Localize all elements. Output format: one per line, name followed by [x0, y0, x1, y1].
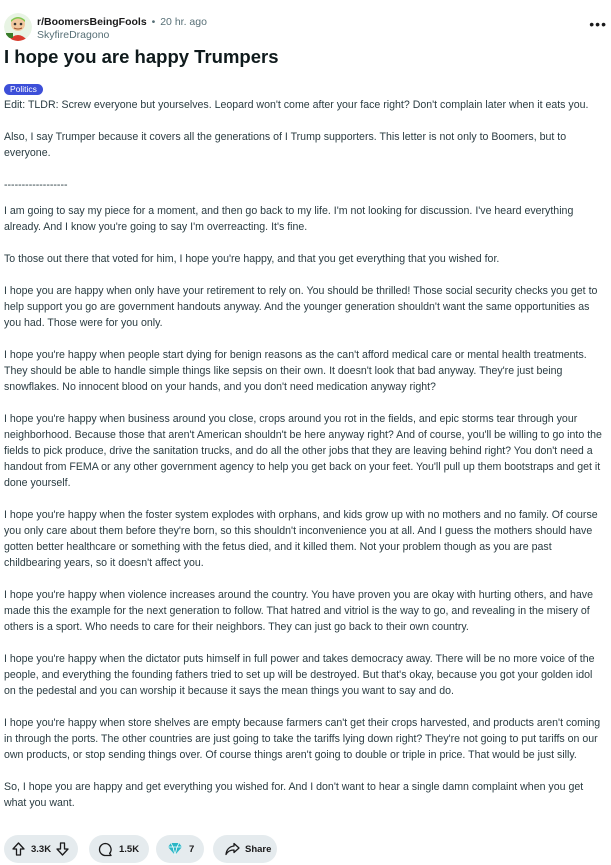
more-options-icon[interactable]: ••• [589, 16, 607, 32]
meta-separator: • [151, 16, 156, 28]
post-header [4, 9, 607, 45]
body-paragraph: I hope you're happy when store shelves are empty because farmers can't get their crops harvested, and products aren't coming in through the ports. The other countries are just going to take the tariffs lying down right? They're not going to put tariffs on our own products, or stop sending things over. Of course things aren't going to double or triple in price. That would be just silly. [4, 717, 601, 761]
share-arrow-icon [225, 842, 240, 856]
post-action-bar [4, 835, 607, 863]
share-button[interactable] [213, 835, 277, 863]
award-count: 7 [189, 843, 195, 855]
downvote-arrow-icon[interactable] [56, 842, 69, 856]
body-paragraph: I am going to say my piece for a moment, and then go back to my life. I'm not looking for discussion. I've heard everything already. And I know you're going to say I'm overreacting. It's fine. [4, 205, 574, 233]
body-paragraph: I hope you're happy when the foster system explodes with orphans, and kids grow up with no mothers and no family. Of course you only care about them before they're born, so this shouldn't inconvenience you at all. And I guess the mothers should have gotten better healthcare or something with the fetus died, and it killed them. Not your problem though as you are past childbearing years, so it doesn't affect you. [4, 509, 598, 569]
comment-count: 1.5K [119, 843, 140, 855]
body-paragraph: Also, I say Trumper because it covers all the generations of I Trump supporters. This letter is not only to Boomers, but to everyone. [4, 131, 567, 159]
upvote-count: 3.3K [31, 843, 52, 855]
post-title: I hope you are happy Trumpers [4, 46, 279, 67]
post-flair[interactable]: Politics [4, 84, 43, 95]
body-divider: ------------------ [4, 179, 68, 191]
share-label: Share [245, 843, 272, 855]
body-paragraph: I hope you're happy when the dictator puts himself in full power and takes democracy away. There will be no more voice of the people, and everything the founding fathers tried to set up will be destroyed. But that's okay, because you got your golden idol on the pedestal and you can worship it because it says the mean things you want to say and do. [4, 653, 595, 697]
post-time: 20 hr. ago [160, 16, 207, 28]
body-paragraph: Edit: TLDR: Screw everyone but yourselves. Leopard won't come after your face right? Don't complain later when it eats you. [4, 99, 589, 111]
award-button[interactable] [156, 835, 204, 863]
post-meta [37, 16, 207, 41]
subreddit-link[interactable]: r/BoomersBeingFools [37, 16, 147, 28]
vote-control [4, 835, 78, 863]
body-paragraph: I hope you are happy when only have your retirement to rely on. You should be thrilled! Those social security checks you get to help support you go are government handouts anyway. And the younger generation shouldn't want the same opportunities as you had. Those were for you only. [4, 285, 598, 329]
comments-button[interactable] [89, 835, 149, 863]
body-paragraph: So, I hope you are happy and get everything you wished for. And I don't want to hear a single damn complaint when you get what you want. [4, 781, 584, 809]
body-paragraph: I hope you're happy when people start dying for benign reasons as the can't afford medical care or mental health treatments. They should be able to handle simple things like sepsis on their own. It doesn't look that bad anyway. They're just being snowflakes. No innocent blood on your hands, and you don't need medication anyway right? [4, 349, 587, 393]
body-paragraph: I hope you're happy when business around you close, crops around you rot in the fields, and epic storms tear through your neighborhood. Because those that aren't American shouldn't be here anyway right? And of course, you'll be willing to go into the fields to pick produce, drive the sanitation trucks, and do all the other jobs that they are leaving behind right? You don't need a handout from FEMA or any other government agency to help you get back on your feet. You'll pull up them bootstraps and get it done yourself. [4, 413, 602, 489]
body-paragraph: To those out there that voted for him, I hope you're happy, and that you get everything that you wished for. [4, 253, 500, 265]
award-gem-icon [167, 842, 183, 856]
body-paragraph: I hope you're happy when violence increases around the country. You have proven you are okay with hurting others, and have made this the example for the next generation to follow. That hatred and vitriol is the way to go, and revealing in the misery of others is a sport. Who needs to care for their neighbors. They can just go back to their own country. [4, 589, 593, 633]
subreddit-avatar-icon[interactable] [4, 13, 32, 41]
comment-bubble-icon [98, 842, 113, 857]
post-body [4, 97, 607, 827]
post-author[interactable]: SkyfireDragono [37, 29, 110, 41]
upvote-arrow-icon[interactable] [12, 842, 25, 856]
